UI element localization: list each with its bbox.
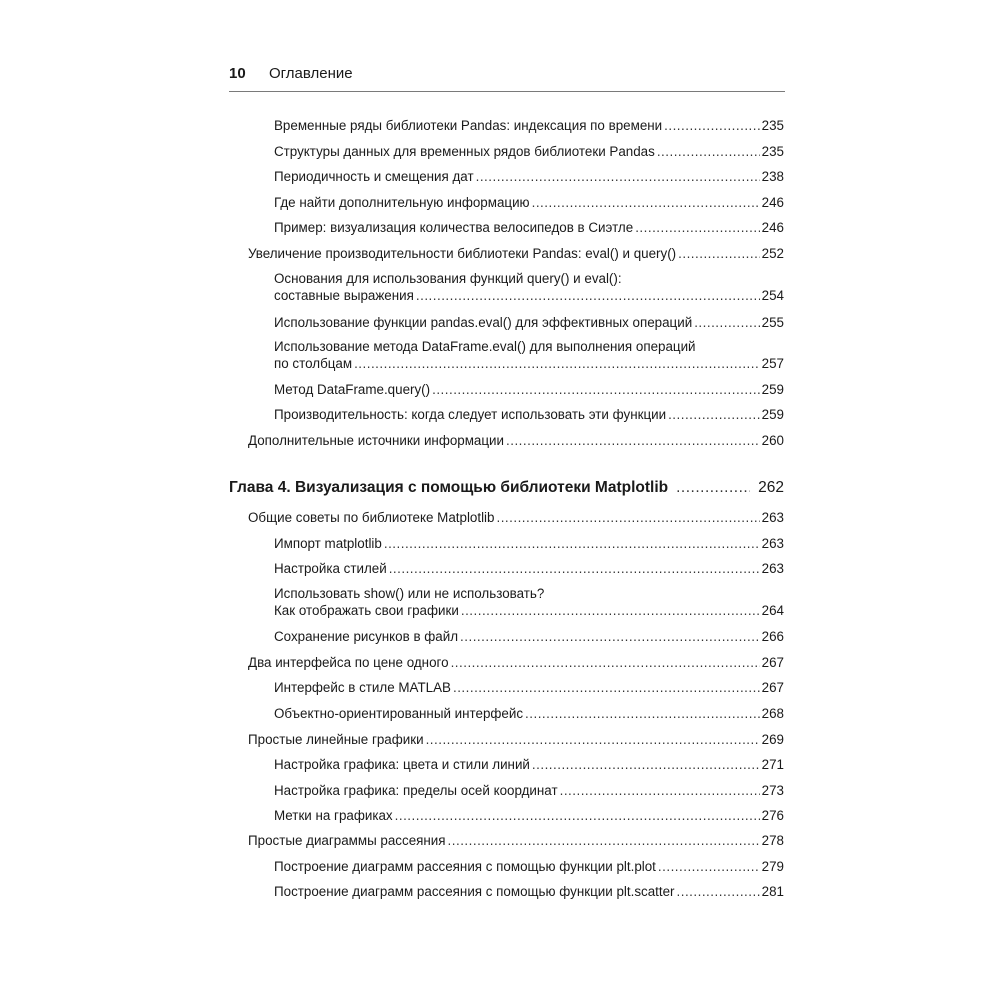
toc-entry-title: Построение диаграмм рассеяния с помощью функции plt.plot [274,859,656,874]
toc-entry-title: Импорт matplotlib [274,536,382,551]
toc-entry-title: Пример: визуализация количества велосипедов в Сиэтле [274,220,634,235]
toc-entry-title: Использование функции pandas.eval() для эффективных операций [274,315,693,330]
toc-entry-page: 255 [761,315,784,330]
toc-leader-dots [416,287,760,304]
toc-leader-dots [506,432,760,449]
toc-entry [274,756,784,773]
toc-entry-page: 267 [761,680,784,695]
toc-entry-page: 262 [758,479,784,496]
toc-entry-title: Построение диаграмм рассеяния с помощью функции plt.scatter [274,884,675,899]
toc-entry-page: 252 [761,246,784,261]
toc-leader-dots [664,117,760,134]
toc-leader-dots [657,143,760,160]
toc-entry-page: 246 [761,220,784,235]
toc-entry [274,628,784,645]
toc-entry-page: 263 [761,561,784,576]
toc-entry-page: 267 [761,655,784,670]
toc-entry-title: составные выражения [274,288,414,303]
toc-entry-page: 264 [761,603,784,618]
toc-entry [274,117,784,134]
toc-section [248,832,784,849]
running-title: Оглавление [269,65,353,82]
toc-entry-title: Объектно-ориентированный интерфейс [274,706,524,721]
toc-entry-title: по столбцам [274,356,353,371]
toc-entry-page: 263 [761,536,784,551]
toc-entry-page: 259 [761,407,784,422]
toc-entry-page: 246 [761,195,784,210]
page-number: 10 [229,65,246,82]
chapter-title: Глава 4. Визуализация с помощью библиотеки Matplotlib [229,479,669,496]
toc-leader-dots [426,731,760,748]
toc-entry-page: 260 [761,433,784,448]
toc-entry-title: Два интерфейса по цене одного [248,655,449,670]
toc-entry-page: 278 [761,833,784,848]
toc-leader-dots [668,406,760,423]
toc-entry [274,705,784,722]
toc-entry [274,381,784,398]
toc-leader-dots [461,602,760,619]
toc-entry-page: 276 [761,808,784,823]
toc-entry [274,194,784,211]
toc-entry-page: 281 [761,884,784,899]
toc-entry-title: Метки на графиках [274,808,393,823]
toc-entry [274,219,784,236]
toc-entry [274,585,784,619]
toc-leader-dots [448,832,760,849]
toc-entry [274,782,784,799]
toc-entry-page: 271 [761,757,784,772]
toc-entry-title: Общие советы по библиотеке Matplotlib [248,510,495,525]
toc-entry [274,535,784,552]
toc-entry [274,338,784,372]
toc-leader-dots [678,245,760,262]
toc-entry [274,314,784,331]
toc-entry-title: Настройка стилей [274,561,387,576]
toc-leader-dots [525,705,760,722]
toc-chapter [229,478,784,498]
toc-leader-dots [432,381,760,398]
toc-leader-dots [532,194,760,211]
toc-leader-dots [384,535,760,552]
toc-entry-title: Настройка графика: цвета и стили линий [274,757,530,772]
toc-leader-dots [677,883,760,900]
toc-entry-title: Как отображать свои графики [274,603,459,618]
toc-section [248,654,784,671]
toc-entry [274,143,784,160]
toc-entry [274,858,784,875]
toc-leader-dots [476,168,760,185]
toc-entry-page: 268 [761,706,784,721]
toc-entry-page: 279 [761,859,784,874]
toc-entry-title: Периодичность и смещения дат [274,169,474,184]
toc-entry-page: 259 [761,382,784,397]
toc-section [248,245,784,262]
toc-entry-title-line1: Использование метода DataFrame.eval() для выполнения операций [274,339,696,354]
toc-entry-title: Структуры данных для временных рядов библиотеки Pandas [274,144,655,159]
toc-entry-page: 238 [761,169,784,184]
toc-leader-dots [560,782,760,799]
toc-leader-dots [389,560,760,577]
toc-entry [274,168,784,185]
toc-entry-title-line1: Основания для использования функций query() и eval(): [274,271,622,286]
toc-leader-dots [676,478,750,498]
toc-entry-page: 235 [761,118,784,133]
toc-entry-title: Интерфейс в стиле MATLAB [274,680,451,695]
toc-entry-title: Настройка графика: пределы осей координат [274,783,558,798]
toc-entry-page: 266 [761,629,784,644]
toc-entry-title: Дополнительные источники информации [248,433,505,448]
toc-leader-dots [354,355,760,372]
toc-entry-page: 254 [761,288,784,303]
toc-leader-dots [453,679,760,696]
toc-entry-title: Метод DataFrame.query() [274,382,431,397]
toc-entry-page: 257 [761,356,784,371]
toc-entry [274,883,784,900]
toc-entry [274,270,784,304]
toc-leader-dots [460,628,760,645]
toc-entry-page: 273 [761,783,784,798]
toc-leader-dots [496,509,759,526]
toc-leader-dots [635,219,759,236]
toc-entry [274,679,784,696]
toc-leader-dots [395,807,760,824]
toc-entry-page: 269 [761,732,784,747]
toc-entry-title: Сохранение рисунков в файл [274,629,459,644]
toc-leader-dots [694,314,759,331]
toc-entry [274,406,784,423]
toc-entry-title: Производительность: когда следует использовать эти функции [274,407,667,422]
toc-leader-dots [532,756,760,773]
running-header [229,64,784,84]
toc-entry-title: Где найти дополнительную информацию [274,195,530,210]
toc-section [248,731,784,748]
toc-entry-page: 263 [761,510,784,525]
toc-entry [274,560,784,577]
toc-entry-title-line1: Использовать show() или не использовать? [274,586,545,601]
toc-section [248,432,784,449]
toc-leader-dots [658,858,760,875]
toc-leader-dots [451,654,760,671]
toc-entry-title: Увеличение производительности библиотеки Pandas: eval() и query() [248,246,677,261]
toc-entry-title: Простые линейные графики [248,732,424,747]
toc-entry-title: Простые диаграммы рассеяния [248,833,446,848]
header-rule [229,91,785,92]
toc-entry-page: 235 [761,144,784,159]
toc-entry-title: Временные ряды библиотеки Pandas: индексация по времени [274,118,663,133]
toc-section [248,509,784,526]
toc-entry [274,807,784,824]
